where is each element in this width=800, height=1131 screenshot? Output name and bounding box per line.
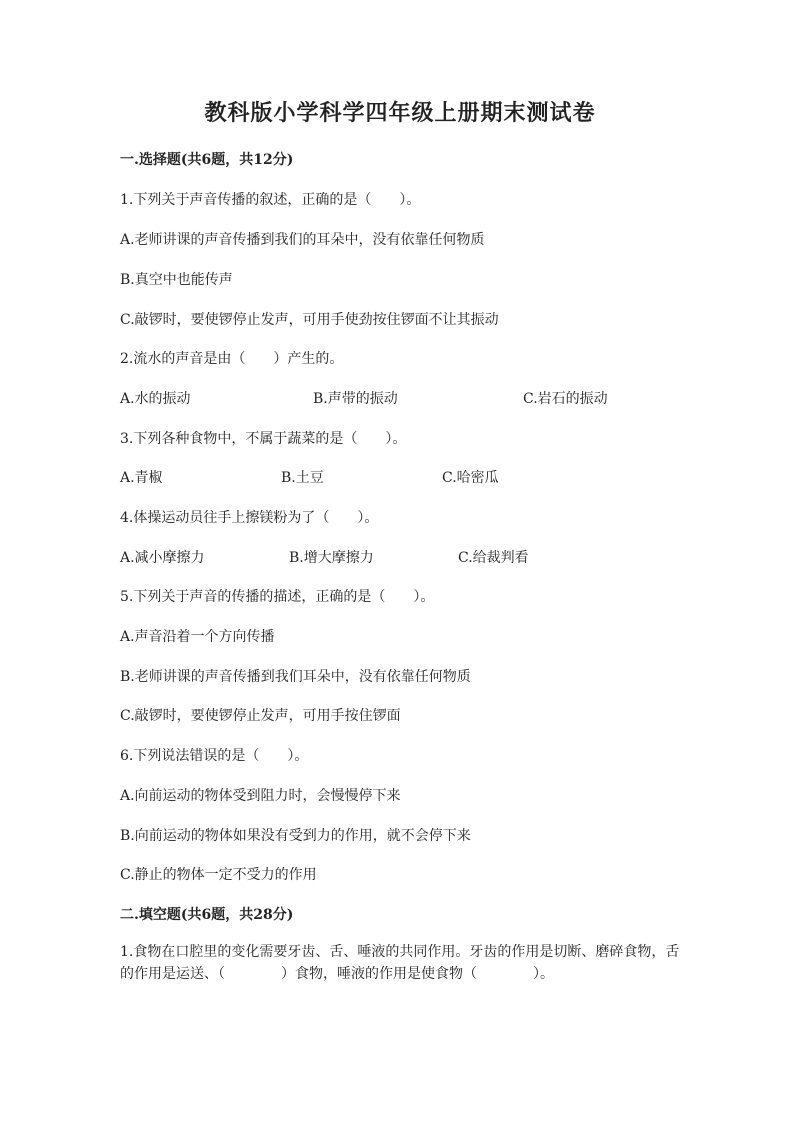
question-1-option-c: C.敲锣时，要使锣停止发声，可用手使劲按住锣面不让其振动	[120, 312, 499, 328]
question-1-option-a: A.老师讲课的声音传播到我们的耳朵中，没有依靠任何物质	[120, 232, 485, 248]
question-2-option-a: A.水的振动	[120, 391, 191, 407]
exam-title: 教科版小学科学四年级上册期末测试卷	[204, 100, 596, 126]
question-4-option-c: C.给裁判看	[458, 550, 529, 566]
question-5-option-c: C.敲锣时，要使锣停止发声，可用手按住锣面	[120, 708, 401, 724]
question-6-option-a: A.向前运动的物体受到阻力时，会慢慢停下来	[120, 788, 401, 804]
question-5-stem: 5.下列关于声音的传播的描述，正确的是（ ）。	[120, 589, 435, 605]
question-4-option-a: A.减小摩擦力	[120, 550, 205, 566]
question-5-option-a: A.声音沿着一个方向传播	[120, 629, 275, 645]
fill-blank-question-1: 1.食物在口腔里的变化需要牙齿、舌、唾液的共同作用。牙齿的作用是切断、磨碎食物，舌的作用是运送、（ ）食物，唾液的作用是使食物（ ）。	[120, 944, 680, 982]
question-2-option-c: C.岩石的振动	[523, 391, 608, 407]
question-3-option-a: A.青椒	[120, 470, 163, 486]
question-2-stem: 2.流水的声音是由（ ）产生的。	[120, 351, 344, 367]
section-heading-choice: 一.选择题(共6题，共12分)	[120, 152, 294, 168]
section-heading-fill-blank: 二.填空题(共6题，共28分)	[120, 907, 294, 923]
question-4-stem: 4.体操运动员往手上擦镁粉为了（ ）。	[120, 510, 379, 526]
question-6-option-b: B.向前运动的物体如果没有受到力的作用，就不会停下来	[120, 828, 471, 844]
question-3-option-b: B.土豆	[281, 470, 324, 486]
question-1-option-b: B.真空中也能传声	[120, 272, 233, 288]
question-3-stem: 3.下列各种食物中，不属于蔬菜的是（ ）。	[120, 431, 407, 447]
question-3-option-c: C.哈密瓜	[442, 470, 499, 486]
question-5-option-b: B.老师讲课的声音传播到我们耳朵中，没有依靠任何物质	[120, 669, 471, 685]
question-6-option-c: C.静止的物体一定不受力的作用	[120, 867, 317, 883]
question-2-option-b: B.声带的振动	[313, 391, 398, 407]
question-4-option-b: B.增大摩擦力	[289, 550, 374, 566]
question-1-stem: 1.下列关于声音传播的叙述，正确的是（ ）。	[120, 192, 421, 208]
question-6-stem: 6.下列说法错误的是（ ）。	[120, 748, 309, 764]
